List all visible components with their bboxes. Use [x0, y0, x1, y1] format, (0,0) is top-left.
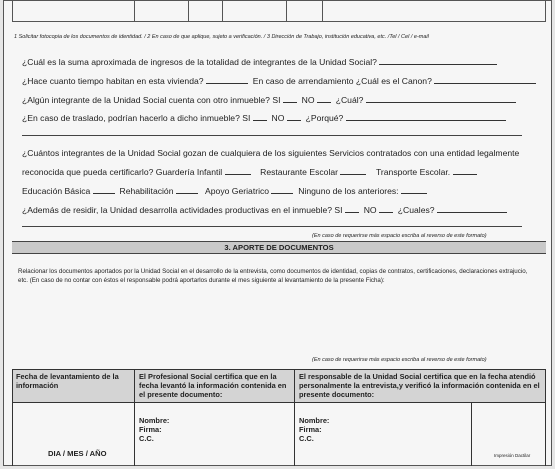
question-label: ¿Algún integrante de la Unidad Social cuenta con otro inmueble? SI [22, 95, 281, 105]
responsible-header: El responsable de la Unidad Social certifica que en la fecha atendió personalmente la entrevista,y verificó la información contenida en el presente documento: [299, 372, 540, 399]
residence-time-field[interactable] [206, 75, 248, 84]
none-field[interactable] [401, 185, 427, 194]
date-header: Fecha de levantamiento de la información [16, 372, 119, 390]
date-format-label: DIA / MES / AÑO [48, 449, 107, 458]
id-label: C.C. [139, 434, 154, 443]
signature-table [12, 369, 546, 466]
service-label: Rehabilitación [119, 186, 174, 196]
service-label: Apoyo Geriatrico [205, 186, 270, 196]
service-label: Transporte Escolar. [375, 167, 451, 177]
rehabilitation-field[interactable] [176, 185, 198, 194]
documents-area[interactable] [18, 289, 538, 355]
relocation-no-field[interactable] [287, 112, 301, 121]
fingerprint-label: Impresión Dactilar [494, 453, 531, 458]
table-cell [12, 1, 13, 21]
no-label: NO [363, 205, 377, 215]
divider [12, 370, 13, 466]
top-table-fragment [12, 1, 546, 22]
school-restaurant-field[interactable] [340, 166, 366, 175]
question-other-property [22, 94, 516, 105]
why-label: ¿Porqué? [305, 113, 344, 123]
which-label: ¿Cuales? [397, 205, 435, 215]
school-transport-field[interactable] [453, 166, 477, 175]
form-sheet [3, 0, 552, 466]
service-label: Ninguno de los anteriores: [298, 186, 399, 196]
services-row-2 [22, 185, 427, 196]
relocation-yes-field[interactable] [253, 112, 267, 121]
professional-header: El Profesional Social certifica que en la fecha levantó la información contenida en el presente documento: [139, 372, 287, 399]
which-label: ¿Cuál? [335, 95, 364, 105]
question-residence-time [22, 75, 536, 86]
other-property-yes-field[interactable] [283, 94, 297, 103]
section-header: 3. APORTE DE DOCUMENTOS [12, 241, 546, 254]
answer-line[interactable] [22, 226, 522, 227]
professional-fields [139, 416, 169, 443]
activities-yes-field[interactable] [345, 204, 359, 213]
why-field[interactable] [346, 112, 506, 121]
reverse-note: (En caso de requerirse más espacio escriba al reverso de este formato) [312, 357, 487, 363]
name-label: Nombre: [299, 416, 330, 425]
id-label: C.C. [299, 434, 314, 443]
which-property-field[interactable] [366, 94, 516, 103]
table-cell [545, 1, 546, 21]
table-cell [286, 1, 287, 21]
question-relocation [22, 112, 506, 123]
question-label: ¿Además de residir, la Unidad desarrolla actividades productivas en el inmueble? SI [22, 205, 343, 215]
signature-label: Firma: [139, 425, 162, 434]
divider [471, 402, 472, 466]
question-services [22, 148, 519, 158]
which-activities-field[interactable] [437, 204, 507, 213]
service-label: Educación Básica [22, 186, 91, 196]
question-label: ¿En caso de traslado, podrían hacerlo a dicho inmueble? SI [22, 113, 251, 123]
services-row-1 [22, 166, 477, 177]
service-label: Restaurante Escolar [260, 167, 339, 177]
question-label: ¿Cuál es la suma aproximada de ingresos de la totalidad de integrantes de la Unidad Social? [22, 57, 377, 67]
reverse-note: (En caso de requerirse más espacio escriba al reverso de este formato) [312, 233, 487, 239]
table-cell [322, 1, 323, 21]
question-label: ¿Cuántos integrantes de la Unidad Social gozan de cualquiera de los siguientes Servicios contratados con una entidad legalmente [22, 148, 520, 158]
no-label: NO [301, 95, 315, 105]
responsible-fields [299, 416, 329, 443]
table-cell [222, 1, 223, 21]
name-label: Nombre: [139, 416, 170, 425]
activities-no-field[interactable] [379, 204, 393, 213]
section-instructions: Relacionar los documentos aportados por la Unidad Social en el desarrollo de la entrevista, como documentos de identidad, copias de contratos, certificaciones, declaraciones extrajucio, etc. (En caso de no contar con éstos el responsable podrá aportarlos durante el mes siguiente al levantamiento de la presente Ficha): [18, 268, 528, 284]
income-field[interactable] [379, 56, 497, 65]
question-label: En caso de arrendamiento ¿Cuál es el Canon? [252, 76, 432, 86]
divider [134, 370, 135, 466]
service-label: Guardería Infantil [155, 167, 223, 177]
divider [294, 370, 295, 466]
basic-education-field[interactable] [93, 185, 115, 194]
question-label: reconocida que pueda certificarlo? [22, 167, 154, 177]
rent-field[interactable] [434, 75, 536, 84]
divider [545, 370, 546, 466]
question-productive-activities [22, 204, 507, 215]
table-cell [134, 1, 135, 21]
question-label: ¿Hace cuanto tiempo habitan en esta vivienda? [22, 76, 204, 86]
geriatric-support-field[interactable] [271, 185, 293, 194]
signature-label: Firma: [299, 425, 322, 434]
divider [12, 402, 546, 403]
table-cell [188, 1, 189, 21]
daycare-field[interactable] [225, 166, 251, 175]
no-label: NO [271, 113, 285, 123]
footnote: 1 Solicitar fotocopia de los documentos de identidad. / 2 En caso de que aplique, sujeto a verificación. / 3 Dirección de Trabajo, institución educativa, etc. /Tel / Cel / e-mail [14, 34, 429, 40]
question-income [22, 56, 497, 67]
other-property-no-field[interactable] [317, 94, 331, 103]
answer-line[interactable] [22, 135, 522, 136]
